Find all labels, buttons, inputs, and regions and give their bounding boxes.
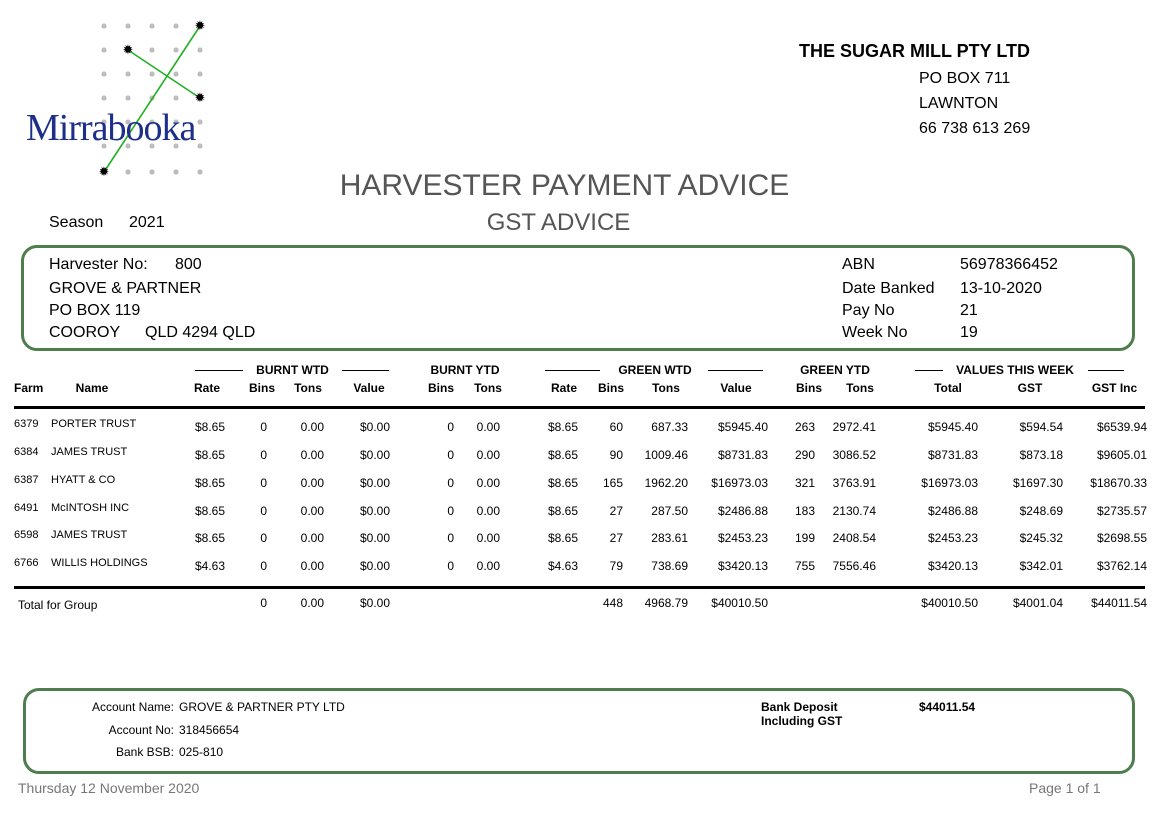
cell-green-rate: $8.65 <box>547 420 578 434</box>
cell-burnt-ytd-bins: 0 <box>447 504 454 518</box>
date-banked-label: Date Banked <box>842 280 935 297</box>
account-no-value: 318456654 <box>179 723 240 737</box>
group-line <box>342 370 389 371</box>
totals-burnt-tons: 0.00 <box>300 596 324 610</box>
cell-green-ytd-bins: 263 <box>794 420 815 434</box>
page-number: Page 1 of 1 <box>1029 780 1101 796</box>
logo-text: Mirrabooka <box>26 107 196 149</box>
cell-burnt-wtd-value: $0.00 <box>359 559 390 573</box>
totals-gst-inc: $44011.54 <box>1091 596 1147 610</box>
cell-farm: 6598 <box>14 529 39 541</box>
cell-green-wtd-tons: 738.69 <box>651 559 688 573</box>
logo-dot <box>149 71 154 76</box>
company-address-1: PO BOX 711 <box>919 70 1011 87</box>
cell-burnt-wtd-bins: 0 <box>260 476 267 490</box>
totals-green-bins: 448 <box>602 596 623 610</box>
cell-burnt-wtd-bins: 0 <box>260 448 267 462</box>
cell-gst-inc: $3762.14 <box>1096 559 1147 573</box>
harvester-state-post: QLD 4294 QLD <box>145 324 256 341</box>
cell-burnt-wtd-tons: 0.00 <box>300 531 324 545</box>
cell-total: $5945.40 <box>927 420 978 434</box>
harvester-address: PO BOX 119 <box>49 302 141 319</box>
cell-green-rate: $8.65 <box>547 531 578 545</box>
logo-dot <box>197 71 202 76</box>
cell-total: $3420.13 <box>927 559 978 573</box>
column-header-green-wtd-bins: Bins <box>597 381 624 395</box>
cell-gst-inc: $2735.57 <box>1096 504 1147 518</box>
abn-label: ABN <box>842 256 875 273</box>
cell-burnt-ytd-tons: 0.00 <box>476 504 500 518</box>
totals-burnt-value: $0.00 <box>359 596 390 610</box>
cell-green-wtd-tons: 1962.20 <box>644 476 688 490</box>
cell-name: McINTOSH INC <box>51 502 130 514</box>
cell-green-wtd-value: $3420.13 <box>717 559 768 573</box>
cell-gst: $245.32 <box>1019 531 1063 545</box>
print-date: Thursday 12 November 2020 <box>18 780 200 796</box>
cell-green-wtd-tons: 1009.46 <box>644 448 688 462</box>
cell-gst: $342.01 <box>1019 559 1063 573</box>
logo-dot <box>125 23 130 28</box>
column-header-green-wtd-value: Value <box>720 381 752 395</box>
logo-star: ✹ <box>98 165 110 180</box>
cell-green-wtd-bins: 90 <box>609 448 623 462</box>
cell-green-wtd-bins: 27 <box>609 504 623 518</box>
cell-burnt-wtd-tons: 0.00 <box>300 420 324 434</box>
logo-dot <box>149 47 154 52</box>
cell-green-ytd-tons: 2408.54 <box>832 531 876 545</box>
week-no-value: 19 <box>960 324 978 341</box>
logo-dot <box>197 143 202 148</box>
harvester-town: COOROY <box>49 324 121 341</box>
totals-green-tons: 4968.79 <box>644 596 688 610</box>
cell-green-wtd-bins: 27 <box>609 531 623 545</box>
pay-no-value: 21 <box>960 302 978 319</box>
cell-gst-inc: $18670.33 <box>1090 476 1147 490</box>
cell-total: $2486.88 <box>927 504 978 518</box>
cell-green-ytd-bins: 755 <box>794 559 815 573</box>
cell-green-wtd-tons: 287.50 <box>651 504 688 518</box>
totals-label: Total for Group <box>18 598 98 612</box>
cell-green-wtd-value: $16973.03 <box>711 476 768 490</box>
cell-farm: 6379 <box>14 418 39 430</box>
cell-green-wtd-value: $2486.88 <box>717 504 768 518</box>
header-rule <box>14 406 1145 409</box>
page-title: HARVESTER PAYMENT ADVICE <box>339 169 790 202</box>
cell-green-wtd-value: $8731.83 <box>717 448 768 462</box>
cell-burnt-wtd-bins: 0 <box>260 531 267 545</box>
logo-dot <box>173 23 178 28</box>
group-line <box>195 370 243 371</box>
group-green-ytd: GREEN YTD <box>800 363 870 377</box>
cell-green-wtd-value: $5945.40 <box>717 420 768 434</box>
group-line <box>1088 370 1124 371</box>
cell-gst: $248.69 <box>1019 504 1063 518</box>
cell-farm: 6384 <box>14 446 39 458</box>
cell-name: JAMES TRUST <box>51 446 128 458</box>
cell-burnt-rate: $8.65 <box>194 448 225 462</box>
harvester-no-value: 800 <box>175 256 202 273</box>
cell-burnt-wtd-bins: 0 <box>260 559 267 573</box>
column-header-gst-inc: GST Inc <box>1091 381 1138 395</box>
totals-total: $40010.50 <box>921 596 978 610</box>
cell-burnt-wtd-bins: 0 <box>260 420 267 434</box>
cell-green-ytd-tons: 7556.46 <box>832 559 876 573</box>
cell-green-wtd-value: $2453.23 <box>717 531 768 545</box>
column-header-green-ytd-tons: Tons <box>846 381 874 395</box>
company-abn: 66 738 613 269 <box>919 120 1031 137</box>
logo-dot <box>101 23 106 28</box>
week-no-label: Week No <box>842 324 908 341</box>
harvester-name: GROVE & PARTNER <box>49 280 202 297</box>
cell-total: $8731.83 <box>927 448 978 462</box>
cell-burnt-ytd-bins: 0 <box>447 420 454 434</box>
cell-burnt-ytd-tons: 0.00 <box>476 420 500 434</box>
cell-burnt-ytd-bins: 0 <box>447 476 454 490</box>
cell-gst-inc: $2698.55 <box>1096 531 1147 545</box>
cell-burnt-rate: $8.65 <box>194 420 225 434</box>
cell-green-wtd-tons: 687.33 <box>651 420 688 434</box>
totals-gst: $4001.04 <box>1012 596 1063 610</box>
logo-dot <box>173 47 178 52</box>
cell-gst: $594.54 <box>1019 420 1063 434</box>
account-no-label: Account No: <box>108 723 174 737</box>
logo-dot <box>173 71 178 76</box>
cell-gst-inc: $9605.01 <box>1096 448 1147 462</box>
logo-dot <box>149 23 154 28</box>
cell-total: $16973.03 <box>921 476 978 490</box>
cell-green-rate: $4.63 <box>547 559 578 573</box>
cell-burnt-ytd-tons: 0.00 <box>476 448 500 462</box>
mirrabooka-logo <box>22 16 222 181</box>
logo-dot <box>101 47 106 52</box>
column-header-farm: Farm <box>14 381 44 395</box>
cell-green-rate: $8.65 <box>547 448 578 462</box>
logo-dot <box>101 95 106 100</box>
cell-burnt-ytd-tons: 0.00 <box>476 559 500 573</box>
logo-dot <box>125 71 130 76</box>
column-header-green-ytd-bins: Bins <box>795 381 822 395</box>
cell-green-rate: $8.65 <box>547 504 578 518</box>
cell-burnt-wtd-value: $0.00 <box>359 448 390 462</box>
logo-star: ✹ <box>194 19 206 34</box>
bsb-value: 025-810 <box>179 745 224 759</box>
cell-green-wtd-bins: 60 <box>609 420 623 434</box>
cell-green-rate: $8.65 <box>547 476 578 490</box>
column-header-green-wtd-tons: Tons <box>652 381 680 395</box>
cell-burnt-rate: $4.63 <box>194 559 225 573</box>
cell-green-wtd-bins: 165 <box>602 476 623 490</box>
logo-dot <box>101 71 106 76</box>
cell-green-ytd-bins: 321 <box>794 476 815 490</box>
cell-burnt-rate: $8.65 <box>194 504 225 518</box>
pay-no-label: Pay No <box>842 302 895 319</box>
total-rule <box>14 586 1145 589</box>
cell-burnt-wtd-tons: 0.00 <box>300 504 324 518</box>
deposit-label-2: Including GST <box>761 714 843 728</box>
column-header-burnt-wtd-value: Value <box>353 381 385 395</box>
group-values-week: VALUES THIS WEEK <box>956 363 1074 377</box>
deposit-value: $44011.54 <box>919 700 976 714</box>
cell-green-ytd-bins: 199 <box>794 531 815 545</box>
cell-name: WILLIS HOLDINGS <box>51 557 148 569</box>
cell-burnt-rate: $8.65 <box>194 476 225 490</box>
cell-burnt-wtd-value: $0.00 <box>359 504 390 518</box>
cell-gst: $1697.30 <box>1012 476 1063 490</box>
harvester-no-label: Harvester No: <box>49 256 148 273</box>
cell-burnt-wtd-tons: 0.00 <box>300 476 324 490</box>
logo-star: ✹ <box>122 43 134 58</box>
group-green-wtd: GREEN WTD <box>618 363 692 377</box>
group-burnt-ytd: BURNT YTD <box>430 363 500 377</box>
cell-burnt-ytd-bins: 0 <box>447 448 454 462</box>
cell-total: $2453.23 <box>927 531 978 545</box>
group-line <box>708 370 763 371</box>
season-label: Season <box>49 214 104 231</box>
logo-dot <box>125 95 130 100</box>
column-header-burnt-rate: Rate <box>193 381 220 395</box>
cell-farm: 6766 <box>14 557 39 569</box>
logo-dot <box>173 95 178 100</box>
cell-green-ytd-tons: 3086.52 <box>832 448 876 462</box>
group-burnt-wtd: BURNT WTD <box>256 363 329 377</box>
cell-burnt-wtd-value: $0.00 <box>359 476 390 490</box>
cell-green-ytd-tons: 2972.41 <box>832 420 876 434</box>
company-address-2: LAWNTON <box>919 95 999 112</box>
company-name: THE SUGAR MILL PTY LTD <box>799 41 1031 61</box>
bsb-label: Bank BSB: <box>115 745 174 759</box>
cell-burnt-ytd-bins: 0 <box>447 531 454 545</box>
column-header-green-rate: Rate <box>550 381 577 395</box>
logo-star: ✹ <box>194 91 206 106</box>
cell-farm: 6491 <box>14 502 39 514</box>
cell-burnt-wtd-value: $0.00 <box>359 420 390 434</box>
cell-green-wtd-bins: 79 <box>609 559 623 573</box>
cell-burnt-ytd-bins: 0 <box>447 559 454 573</box>
cell-name: PORTER TRUST <box>51 418 137 430</box>
column-header-name: Name <box>75 381 109 395</box>
column-header-burnt-ytd-bins: Bins <box>427 381 454 395</box>
column-header-gst: GST <box>1017 381 1043 395</box>
cell-burnt-rate: $8.65 <box>194 531 225 545</box>
cell-burnt-wtd-tons: 0.00 <box>300 559 324 573</box>
column-header-burnt-wtd-tons: Tons <box>294 381 322 395</box>
group-line <box>545 370 600 371</box>
page-subtitle: GST ADVICE <box>486 209 631 236</box>
cell-name: HYATT & CO <box>51 474 116 486</box>
column-header-burnt-ytd-tons: Tons <box>474 381 502 395</box>
cell-green-wtd-tons: 283.61 <box>651 531 688 545</box>
totals-green-value: $40010.50 <box>711 596 768 610</box>
cell-gst: $873.18 <box>1019 448 1063 462</box>
cell-gst-inc: $6539.94 <box>1096 420 1147 434</box>
group-line <box>915 370 943 371</box>
account-name-label: Account Name: <box>91 700 174 714</box>
abn-value: 56978366452 <box>960 256 1058 273</box>
column-header-total: Total <box>934 381 962 395</box>
logo-dot <box>197 119 202 124</box>
cell-burnt-wtd-bins: 0 <box>260 504 267 518</box>
cell-green-ytd-bins: 290 <box>794 448 815 462</box>
season-value: 2021 <box>129 214 165 231</box>
cell-green-ytd-tons: 2130.74 <box>832 504 876 518</box>
cell-burnt-ytd-tons: 0.00 <box>476 531 500 545</box>
cell-name: JAMES TRUST <box>51 529 128 541</box>
cell-green-ytd-tons: 3763.91 <box>832 476 876 490</box>
cell-burnt-ytd-tons: 0.00 <box>476 476 500 490</box>
cell-farm: 6387 <box>14 474 39 486</box>
column-header-burnt-wtd-bins: Bins <box>248 381 275 395</box>
cell-green-ytd-bins: 183 <box>794 504 815 518</box>
logo-line <box>128 50 200 98</box>
deposit-label-1: Bank Deposit <box>761 700 838 714</box>
cell-burnt-wtd-value: $0.00 <box>359 531 390 545</box>
account-name-value: GROVE & PARTNER PTY LTD <box>179 700 345 714</box>
logo-dot <box>197 47 202 52</box>
date-banked-value: 13-10-2020 <box>960 280 1042 297</box>
totals-burnt-bins: 0 <box>260 596 267 610</box>
cell-burnt-wtd-tons: 0.00 <box>300 448 324 462</box>
